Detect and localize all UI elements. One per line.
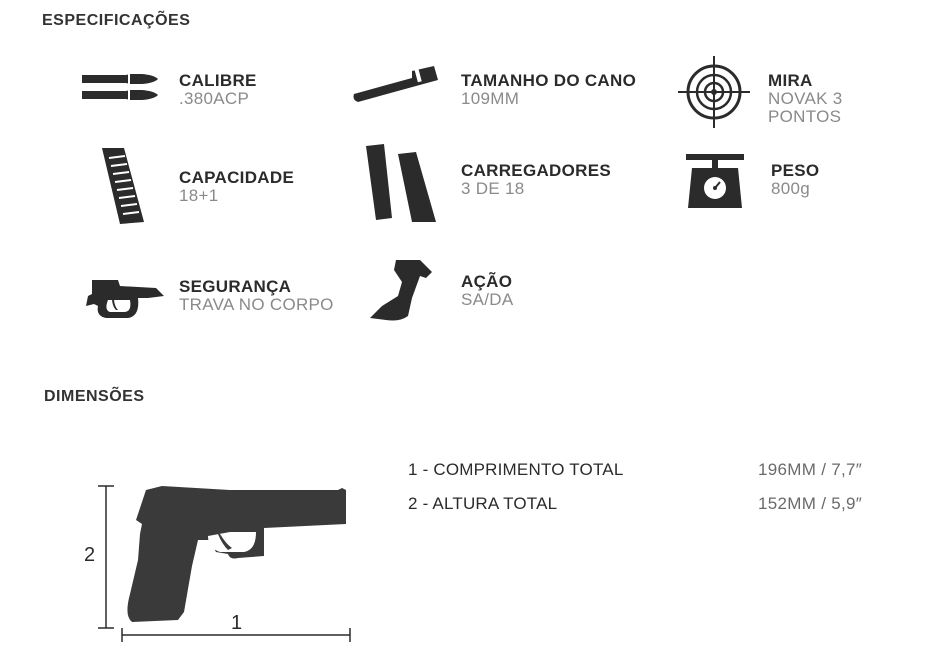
spec-sight: [768, 72, 843, 126]
spec-barrel-label: TAMANHO DO CANO: [461, 71, 637, 90]
spec-action-label: AÇÃO: [461, 272, 513, 291]
trigger-icon: [84, 276, 166, 324]
crosshair-icon: [678, 56, 750, 128]
spec-action-value: SA/DA: [461, 290, 514, 309]
specs-section-title: ESPECIFICAÇÕES: [42, 12, 191, 29]
dimension-value: 196MM / 7,7″: [758, 460, 863, 479]
spec-calibre-value: .380ACP: [179, 89, 250, 108]
hammer-icon: [368, 256, 438, 326]
spec-sight-value: NOVAK 3: [768, 89, 843, 108]
spec-action: [461, 273, 514, 309]
height-marker-label: 2: [84, 544, 96, 566]
spec-safety-label: SEGURANÇA: [179, 277, 292, 296]
spec-sight-value-line2: PONTOS: [768, 107, 842, 126]
magazine-icon: [100, 146, 152, 226]
spec-magazines-label: CARREGADORES: [461, 161, 612, 180]
spec-safety: [179, 278, 334, 314]
spec-magazines-value: 3 DE 18: [461, 179, 525, 198]
dimension-value: 152MM / 5,9″: [758, 494, 863, 513]
spec-calibre-label: CALIBRE: [179, 71, 257, 90]
scale-icon: [684, 152, 746, 210]
barrel-icon: [350, 62, 442, 106]
spec-capacity-value: 18+1: [179, 186, 219, 205]
spec-magazines: [461, 162, 611, 198]
length-marker-label: 1: [231, 612, 243, 634]
dimension-row: [408, 494, 888, 516]
pistol-silhouette-icon: [80, 470, 370, 650]
dimension-label: 2 - ALTURA TOTAL: [408, 494, 558, 513]
spec-calibre: [179, 72, 257, 108]
dimension-label: 1 - COMPRIMENTO TOTAL: [408, 460, 624, 479]
spec-weight-value: 800g: [771, 179, 811, 198]
spec-sight-label: MIRA: [768, 71, 813, 90]
spec-weight: [771, 162, 819, 198]
spec-weight-label: PESO: [771, 161, 820, 180]
magazines-icon: [362, 142, 442, 224]
bullets-icon: [80, 70, 160, 110]
dimension-row: [408, 460, 888, 482]
spec-capacity: [179, 169, 294, 205]
spec-barrel-value: 109MM: [461, 89, 520, 108]
spec-capacity-label: CAPACIDADE: [179, 168, 295, 187]
dimensions-section-title: DIMENSÕES: [44, 388, 145, 405]
spec-barrel: [461, 72, 636, 108]
spec-safety-value: TRAVA NO CORPO: [179, 295, 334, 314]
